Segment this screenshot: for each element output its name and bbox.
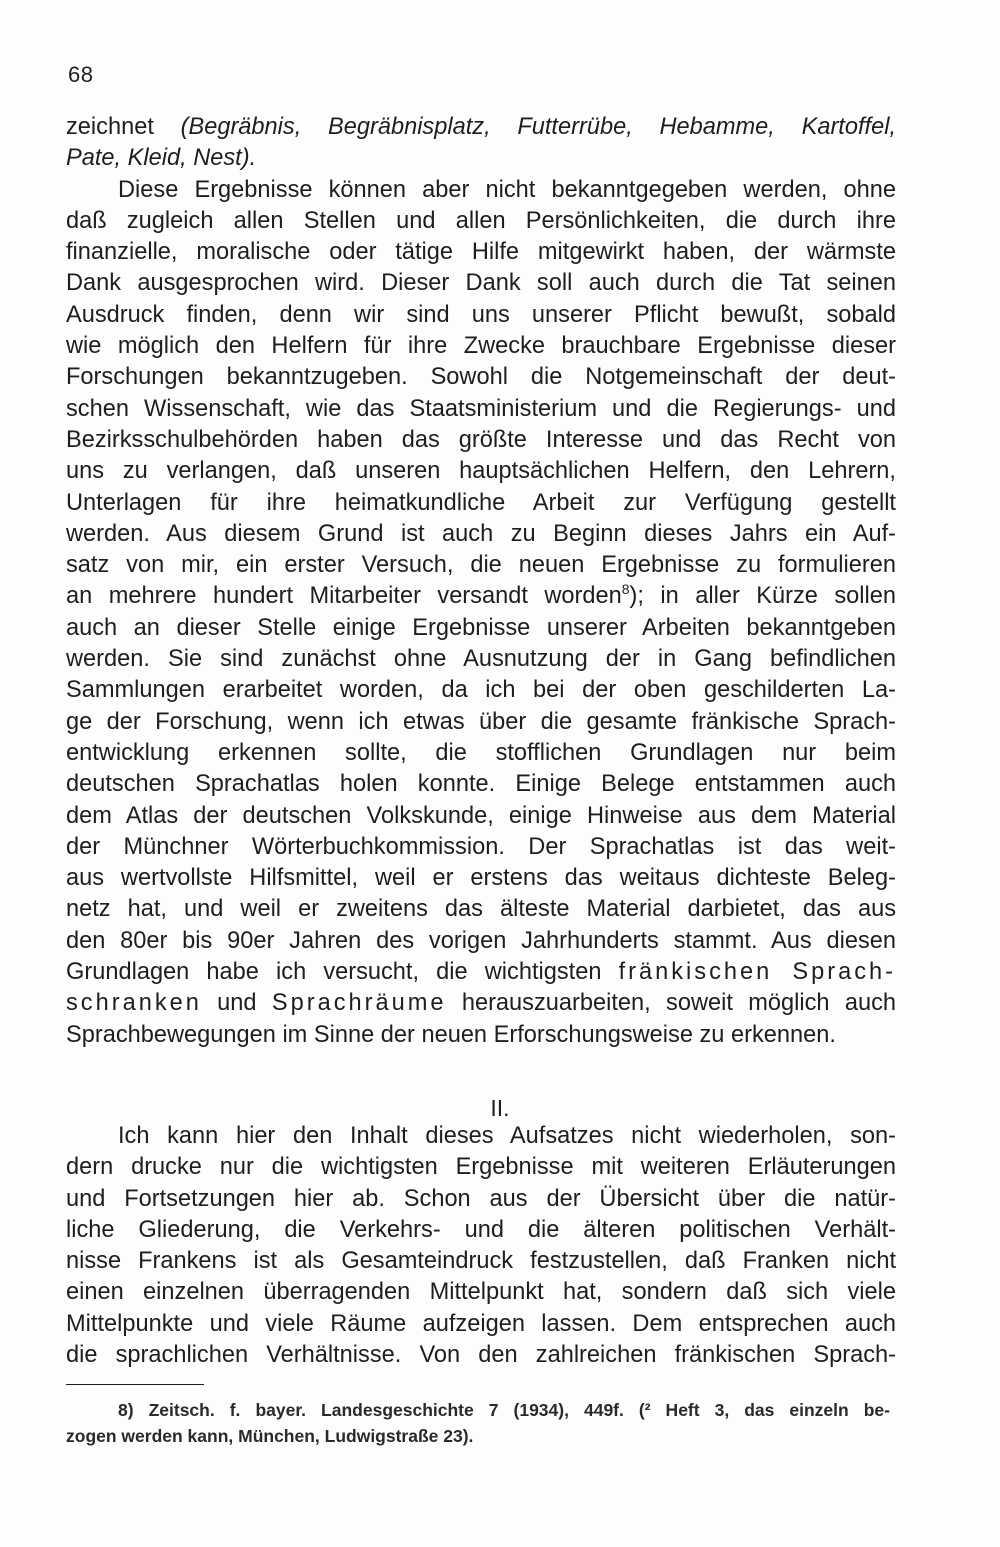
text-line: Bezirksschulbehörden haben das größte Interesse und das Recht von bbox=[66, 426, 896, 453]
text-line bbox=[66, 957, 896, 988]
text-line bbox=[66, 988, 896, 1019]
text-line: Sprachbewegungen im Sinne der neuen Erforschungsweise zu erkennen. bbox=[66, 1021, 836, 1048]
text-line: dem Atlas der deutschen Volkskunde, einige Hinweise aus dem Material bbox=[66, 802, 896, 829]
text-line: Sammlungen erarbeitet worden, da ich bei der oben geschilderten La- bbox=[66, 677, 896, 704]
page-number: 68 bbox=[68, 62, 94, 87]
text-line: Dank ausgesprochen wird. Dieser Dank soll auch durch die Tat seinen bbox=[66, 270, 896, 297]
text-line: werden. Sie sind zunächst ohne Ausnutzung der in Gang befindlichen bbox=[66, 646, 896, 673]
text-line: werden. Aus diesem Grund ist auch zu Beginn dieses Jahrs ein Auf- bbox=[66, 520, 896, 547]
text-line: Mittelpunkte und viele Räume aufzeigen lassen. Dem entsprechen auch bbox=[66, 1310, 896, 1337]
emphasized-term: schranken bbox=[66, 990, 202, 1017]
text-line: und Fortsetzungen hier ab. Schon aus der Übersicht über die natür- bbox=[66, 1185, 896, 1212]
second-paragraph bbox=[66, 1121, 896, 1371]
footnote-line: 8) Zeitsch. f. bayer. Landesgeschichte 7 (1934), 449f. (² Heft 3, das einzeln be- bbox=[118, 1400, 890, 1420]
text-span: zeichnet bbox=[66, 114, 181, 140]
text-line: Ich kann hier den Inhalt dieses Aufsatzes nicht wiederholen, son- bbox=[118, 1123, 896, 1149]
emphasized-term: fränkischen Sprach- bbox=[618, 959, 896, 986]
text-line: netz hat, und weil er zweitens das älteste Material darbietet, das aus bbox=[66, 896, 896, 923]
text-line: Pate, Kleid, Nest). bbox=[66, 145, 257, 172]
text-line: die sprachlichen Verhältnisse. Von den zahlreichen fränkischen Sprach- bbox=[66, 1342, 896, 1369]
text-line: auch an dieser Stelle einige Ergebnisse unserer Arbeiten bekanntgeben bbox=[66, 614, 896, 641]
text-line: liche Gliederung, die Verkehrs- und die älteren politischen Verhält- bbox=[66, 1216, 896, 1243]
text-line: der Münchner Wörterbuchkommission. Der Sprachatlas ist das weit- bbox=[66, 833, 896, 860]
text-span: ); in aller Kürze sollen bbox=[629, 583, 896, 610]
text-line: schen Wissenschaft, wie das Staatsministerium und die Regierungs- und bbox=[66, 395, 896, 422]
text-line bbox=[66, 581, 896, 612]
footnote-divider bbox=[66, 1384, 204, 1385]
emphasized-term: Sprachräume bbox=[271, 990, 447, 1017]
footnote-reference: 8 bbox=[621, 581, 630, 598]
italic-word-list: (Begräbnis, Begräbnisplatz, Futterrübe, Hebamme, Kartoffel, bbox=[180, 114, 896, 140]
footnote bbox=[66, 1397, 890, 1449]
text-line: Unterlagen für ihre heimatkundliche Arbeit zur Verfügung gestellt bbox=[66, 489, 896, 516]
text-line: ge der Forschung, wenn ich etwas über die gesamte fränkische Sprach- bbox=[66, 708, 896, 735]
text-line: daß zugleich allen Stellen und allen Persönlichkeiten, die durch ihre bbox=[66, 207, 896, 234]
text-line bbox=[66, 112, 896, 143]
text-line: entwicklung erkennen sollte, die stofflichen Grundlagen nur beim bbox=[66, 739, 896, 766]
text-line: Ausdruck finden, denn wir sind uns unserer Pflicht bewußt, sobald bbox=[66, 301, 896, 328]
text-span: und bbox=[201, 990, 272, 1017]
text-line: einen einzelnen überragenden Mittelpunkt hat, sondern daß sich viele bbox=[66, 1279, 896, 1306]
text-line: den 80er bis 90er Jahren des vorigen Jahrhunderts stammt. Aus diesen bbox=[66, 927, 896, 954]
text-line: uns zu verlangen, daß unseren hauptsächlichen Helfern, den Lehrern, bbox=[66, 458, 896, 485]
text-line: dern drucke nur die wichtigsten Ergebnisse mit weiteren Erläuterungen bbox=[66, 1154, 896, 1181]
text-line: wie möglich den Helfern für ihre Zwecke brauchbare Ergebnisse dieser bbox=[66, 333, 896, 360]
footnote-line: zogen werden kann, München, Ludwigstraße 23). bbox=[66, 1426, 474, 1446]
section-heading: II. bbox=[490, 1095, 510, 1121]
text-line: Forschungen bekanntzugeben. Sowohl die Notgemeinschaft der deut- bbox=[66, 364, 896, 391]
text-line: Diese Ergebnisse können aber nicht bekanntgegeben werden, ohne bbox=[118, 176, 896, 203]
text-line: satz von mir, ein erster Versuch, die neuen Ergebnisse zu formulieren bbox=[66, 552, 896, 579]
text-span: herauszuarbeiten, soweit möglich auch bbox=[446, 990, 896, 1017]
text-span: an mehrere hundert Mitarbeiter versandt worden bbox=[66, 583, 622, 610]
text-line: finanzielle, moralische oder tätige Hilfe mitgewirkt haben, der wärmste bbox=[66, 239, 896, 266]
text-line: nisse Frankens ist als Gesamteindruck festzustellen, daß Franken nicht bbox=[66, 1248, 896, 1275]
text-span: Grundlagen habe ich versucht, die wichtigsten bbox=[66, 959, 619, 986]
main-paragraph bbox=[66, 112, 896, 1051]
text-line: deutschen Sprachatlas holen konnte. Einige Belege entstammen auch bbox=[66, 771, 896, 798]
text-line: aus wertvollste Hilfsmittel, weil er erstens das weitaus dichteste Beleg- bbox=[66, 865, 896, 892]
